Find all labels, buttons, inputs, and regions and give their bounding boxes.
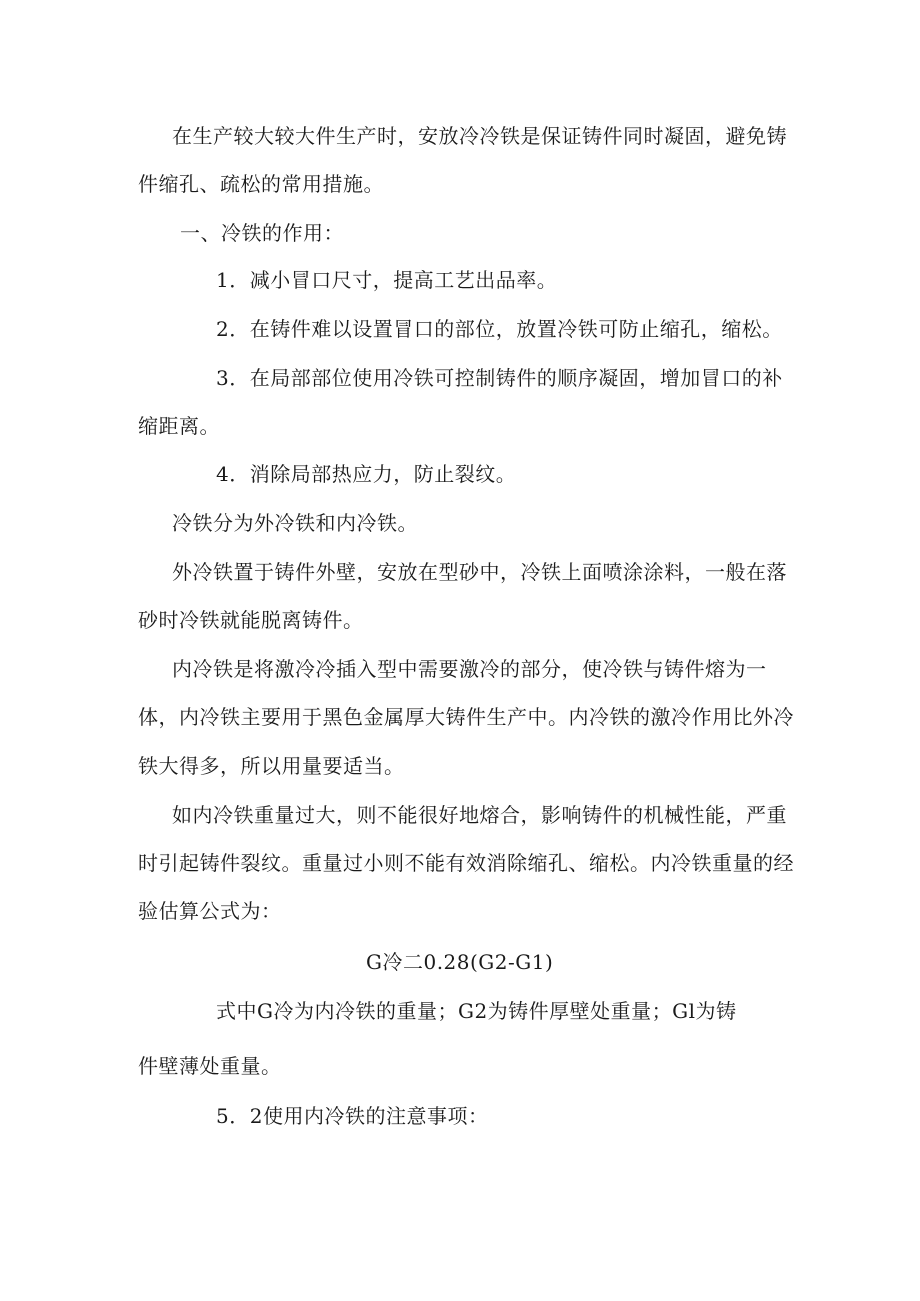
formula: G冷二0.28(G2-G1) <box>366 950 554 974</box>
list-item-4: 4．消除局部热应力，防止裂纹。 <box>216 462 517 486</box>
weight-line-1: 如内冷铁重量过大，则不能很好地熔合，影响铸件的机械性能，严重 <box>172 803 787 827</box>
internal-line-3: 铁大得多，所以用量要适当。 <box>138 754 405 778</box>
internal-line-1: 内冷铁是将激冷冷插入型中需要激冷的部分，使冷铁与铸件熔为一 <box>172 657 767 681</box>
external-line-1: 外冷铁置于铸件外壁，安放在型砂中，冷铁上面喷涂涂料，一般在落 <box>172 560 787 584</box>
list-item-3-line-2: 缩距离。 <box>138 414 220 438</box>
formula-legend-line-2: 件壁薄处重量。 <box>138 1054 282 1078</box>
list-item-3-line-1: 3．在局部部位使用冷铁可控制铸件的顺序凝固，增加冒口的补 <box>216 366 783 390</box>
external-line-2: 砂时冷铁就能脱离铸件。 <box>138 608 364 632</box>
formula-legend-line-1: 式中G冷为内冷铁的重量；G2为铸件厚壁处重量；Gl为铸 <box>216 999 737 1023</box>
list-item-1: 1．减小冒口尺寸，提高工艺出品率。 <box>216 268 558 292</box>
section-5-2-heading: 5．2使用内冷铁的注意事项： <box>216 1104 489 1128</box>
types-paragraph: 冷铁分为外冷铁和内冷铁。 <box>172 511 418 535</box>
weight-line-3: 验估算公式为： <box>138 899 282 923</box>
weight-line-2: 时引起铸件裂纹。重量过小则不能有效消除缩孔、缩松。内冷铁重量的经 <box>138 851 794 875</box>
intro-line-1: 在生产较大较大件生产时，安放冷冷铁是保证铸件同时凝固，避免铸 <box>172 124 787 148</box>
section-1-heading: 一、冷铁的作用： <box>180 221 344 245</box>
intro-line-2: 件缩孔、疏松的常用措施。 <box>138 172 384 196</box>
internal-line-2: 体，内冷铁主要用于黑色金属厚大铸件生产中。内冷铁的激冷作用比外冷 <box>138 705 794 729</box>
list-item-2: 2．在铸件难以设置冒口的部位，放置冷铁可防止缩孔，缩松。 <box>216 317 783 341</box>
